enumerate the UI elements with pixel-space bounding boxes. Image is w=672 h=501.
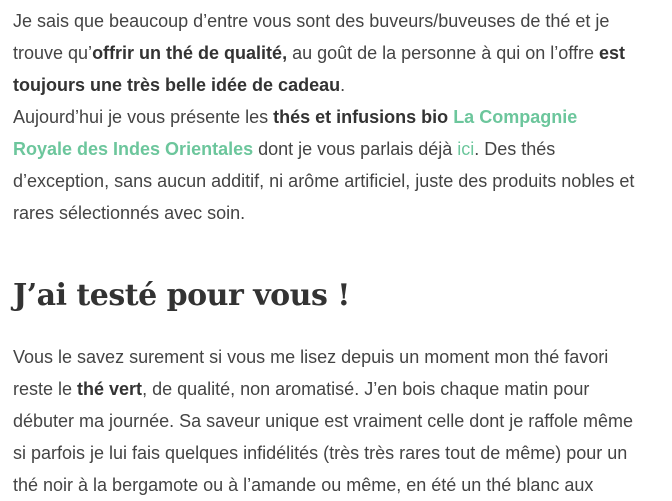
presentation-paragraph xyxy=(13,101,663,229)
presentation-line-2: Royale des Indes Orientales dont je vous parlais déjà ici. Des thés xyxy=(13,139,556,159)
intro-line-2: trouve qu’offrir un thé de qualité, au goût de la personne à qui on l’offre est xyxy=(13,43,625,63)
intro-line-1: Je sais que beaucoup d’entre vous sont des buveurs/buveuses de thé et je xyxy=(13,11,610,31)
emphasis-est: est xyxy=(598,43,625,63)
article-intro xyxy=(13,5,663,229)
emphasis-teas: thés et infusions bio xyxy=(273,107,449,127)
ici-link[interactable]: ici xyxy=(457,139,475,159)
presentation-line-3: d’exception, sans aucun additif, ni arôme artificiel, juste des produits nobles et xyxy=(13,171,635,191)
presentation-line-1: Aujourd’hui je vous présente les thés et infusions bio La Compagnie xyxy=(13,107,578,127)
story-line-4: si parfois je lui fais quelques infidélités (très très rares tout de même) pour un xyxy=(13,443,628,463)
story-paragraph xyxy=(13,341,663,501)
section-heading: J’ai testé pour vous ! xyxy=(13,278,350,313)
emphasis-green-tea: thé vert xyxy=(77,379,143,399)
brand-link-part-2[interactable]: Royale des Indes Orientales xyxy=(13,139,254,159)
story-line-1: Vous le savez surement si vous me lisez depuis un moment mon thé favori xyxy=(13,347,609,367)
article-story xyxy=(13,341,663,501)
emphasis-gift: toujours une très belle idée de cadeau xyxy=(13,75,341,95)
brand-link-part-1[interactable]: La Compagnie xyxy=(453,107,578,127)
intro-paragraph xyxy=(13,5,663,101)
emphasis-quality: offrir un thé de qualité, xyxy=(92,43,288,63)
story-line-2: reste le thé vert, de qualité, non aromatisé. J’en bois chaque matin pour xyxy=(13,379,590,399)
story-line-5: thé noir à la bergamote ou à l’amande ou même, en été un thé blanc aux xyxy=(13,475,594,495)
story-line-3: débuter ma journée. Sa saveur unique est vraiment celle dont je raffole même xyxy=(13,411,634,431)
presentation-line-4: rares sélectionnés avec soin. xyxy=(13,203,246,223)
intro-line-3: toujours une très belle idée de cadeau. xyxy=(13,75,346,95)
